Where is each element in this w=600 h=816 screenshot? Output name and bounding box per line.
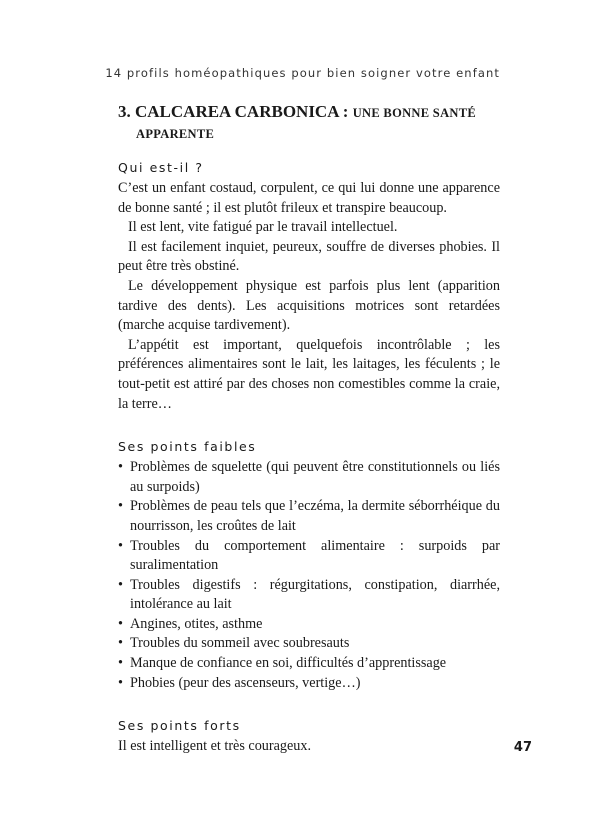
paragraph: Le développement physique est parfois plus lent (apparition tardive des dents). Les acquisitions motrices sont retardées (marche acquise tardivement). xyxy=(118,277,500,334)
section-heading-weak-points: Ses points faibles xyxy=(118,439,257,455)
list-item-text: Problèmes de peau tels que l’eczéma, la dermite séborrhéique du nourrisson, les croûtes de lait xyxy=(130,498,500,534)
bullet-icon: • xyxy=(118,674,123,691)
chapter-subtitle-part1: UNE BONNE SANTÉ xyxy=(352,106,476,120)
chapter-subtitle-part2: APPARENTE xyxy=(136,127,215,141)
bullet-icon: • xyxy=(118,576,123,593)
list-item xyxy=(118,497,500,536)
paragraph: Il est intelligent et très courageux. xyxy=(118,738,312,755)
bullet-icon: • xyxy=(118,635,123,652)
list-item xyxy=(118,576,500,615)
bullet-icon: • xyxy=(118,537,123,554)
chapter-name: 3. CALCAREA CARBONICA : xyxy=(118,102,349,121)
section-heading-strong-points: Ses points forts xyxy=(118,718,241,734)
list-item-text: Troubles du comportement alimentaire : surpoids par suralimentation xyxy=(130,537,500,574)
bullet-icon: • xyxy=(118,498,123,515)
paragraph: C’est un enfant costaud, corpulent, ce qui lui donne une apparence de bonne santé ; il est plutôt frileux et transpire beaucoup. xyxy=(118,180,500,216)
section-heading-who: Qui est-il ? xyxy=(118,160,204,175)
page-number: 47 xyxy=(513,740,532,755)
list-item xyxy=(118,615,500,635)
bullet-icon: • xyxy=(118,615,123,632)
list-item xyxy=(118,654,500,674)
list-item-text: Troubles digestifs : régurgitations, constipation, diarrhée, intolérance au lait xyxy=(130,576,500,613)
list-item-text: Angines, otites, asthme xyxy=(130,615,263,632)
paragraph: Il est facilement inquiet, peureux, souffre de diverses phobies. Il peut être très obstiné. xyxy=(118,238,500,275)
list-item xyxy=(118,458,500,497)
weak-points-list xyxy=(118,458,500,693)
paragraph: Il est lent, vite fatigué par le travail intellectuel. xyxy=(128,219,398,236)
list-item xyxy=(118,537,500,576)
list-item-text: Manque de confiance en soi, difficultés d’apprentissage xyxy=(130,655,447,672)
list-item xyxy=(118,674,500,694)
chapter-title xyxy=(118,101,508,145)
list-item-text: Troubles du sommeil avec soubresauts xyxy=(130,635,350,652)
list-item-text: Problèmes de squelette (qui peuvent être constitutionnels ou liés au surpoids) xyxy=(130,459,500,495)
list-item xyxy=(118,634,500,654)
section-gap xyxy=(118,693,500,716)
bullet-icon: • xyxy=(118,459,123,476)
paragraph: L’appétit est important, quelquefois incontrôlable ; les préférences alimentaires sont le lait, les laitages, les féculents ; le tout-petit est attiré par des choses non comestibles comme la craie, la terre… xyxy=(118,336,500,412)
bullet-icon: • xyxy=(118,655,123,672)
page-content xyxy=(118,158,500,757)
section-gap xyxy=(118,414,500,437)
running-header: 14 profils homéopathiques pour bien soigner votre enfant xyxy=(105,66,500,80)
list-item-text: Phobies (peur des ascenseurs, vertige…) xyxy=(130,674,361,691)
